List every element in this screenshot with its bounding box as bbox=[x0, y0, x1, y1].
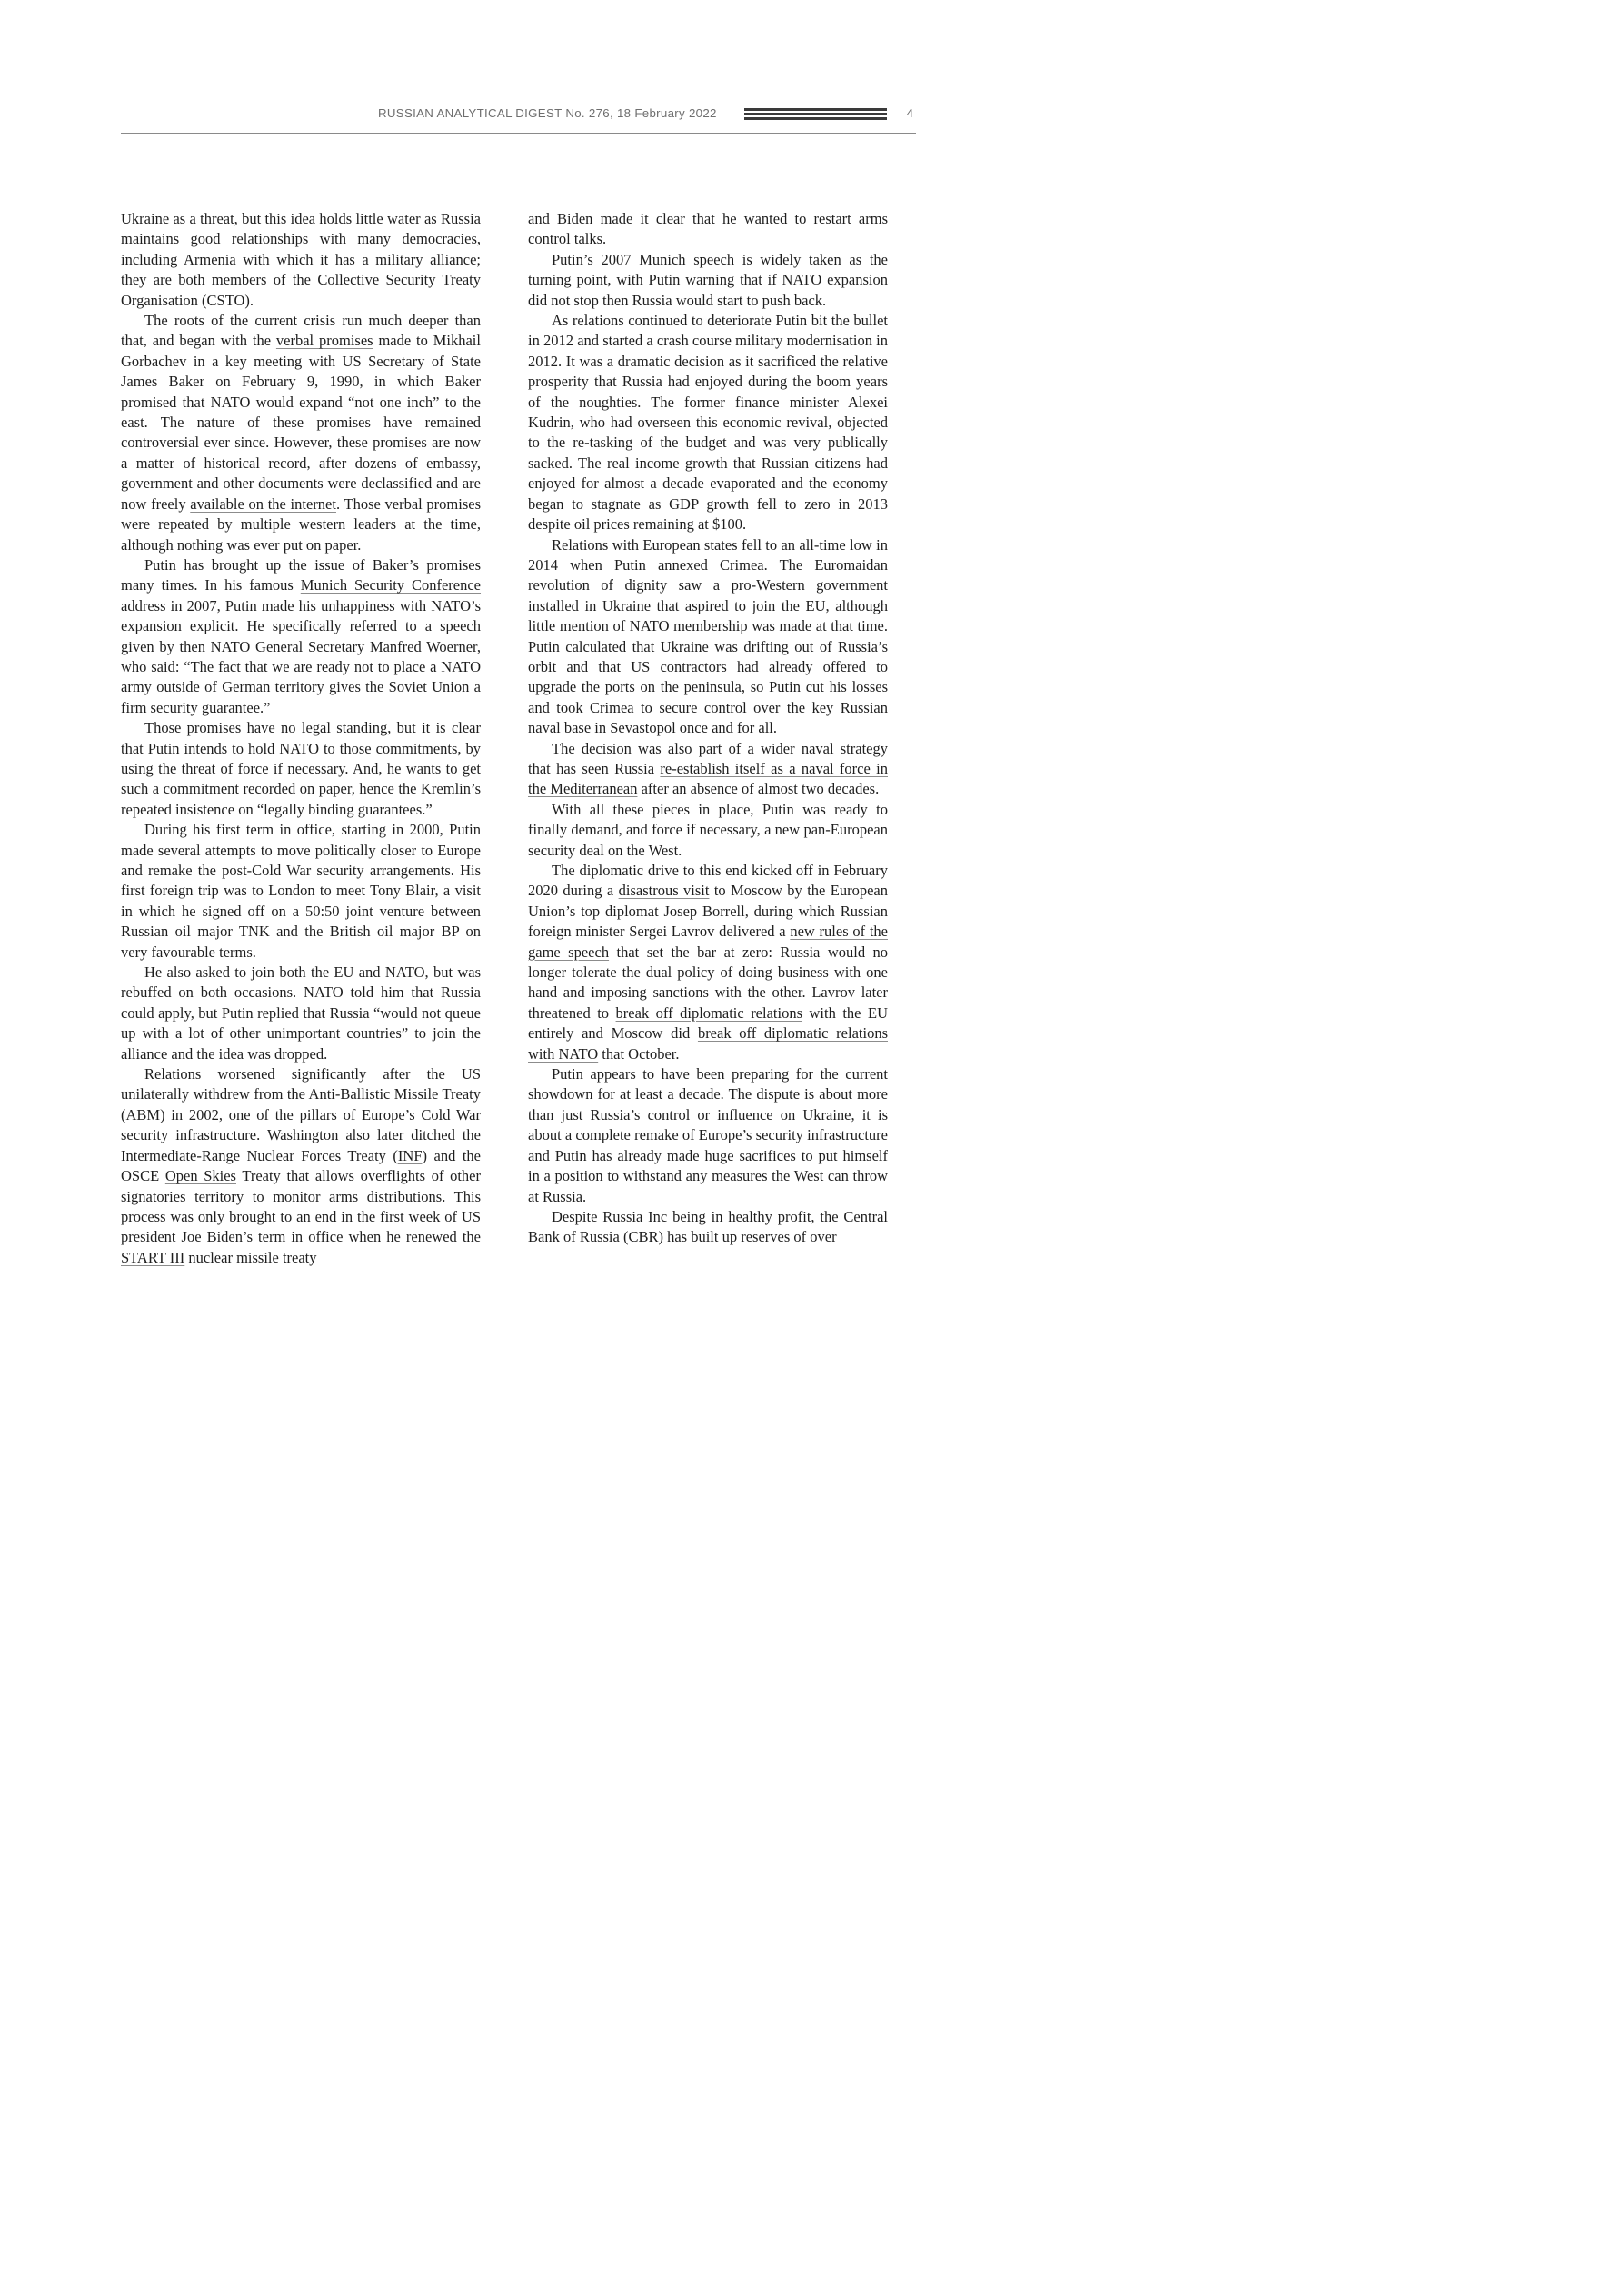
paragraph-text: and Biden made it clear that he wanted to restart arms control talks. bbox=[528, 210, 888, 248]
paragraph-text: ) in 2002, one of the pillars of Europe’s Cold War security infrastructure. Washington also later ditched the Intermediate-Range Nuclear Forces Treaty ( bbox=[121, 1105, 481, 1164]
body-paragraph bbox=[121, 1064, 481, 1268]
paragraph-text: As relations continued to deteriorate Putin bit the bullet in 2012 and started a crash course military modernisation in 2012. It was a dramatic decision as it sacrificed the relative prosperity that Russia had enjoyed during the boom years of the noughties. The former finance minister Alexei Kudrin, who had overseen this economic revival, objected to the re-tasking of the budget and was very publically sacked. The real income growth that Russian citizens had enjoyed for almost a decade evaporated and the economy began to stagnate as GDP growth fell to zero in 2013 despite oil prices remaining at $100. bbox=[528, 312, 888, 534]
body-paragraph bbox=[121, 555, 481, 718]
paragraph-text: Relations worsened significantly after the US unilaterally withdrew from the Anti-Ballistic Missile Treaty ( bbox=[121, 1065, 481, 1123]
body-paragraph bbox=[528, 1064, 888, 1207]
inline-hyperlink[interactable]: re-establish itself as a naval force in the Mediterranean bbox=[528, 759, 888, 798]
paragraph-text: made to Mikhail Gorbachev in a key meeting with US Secretary of State James Baker on February 9, 1990, in which Baker promised that NATO would expand “not one inch” to the east. The nature of these promises have remained controversial ever since. However, these promises are now a matter of historical record, after dozens of embassy, government and other documents were declassified and are now freely bbox=[121, 332, 481, 513]
publication-title: RUSSIAN ANALYTICAL DIGEST No. 276, 18 February 2022 bbox=[378, 106, 717, 120]
paragraph-text: Putin appears to have been preparing for the current showdown for at least a decade. The dispute is about more than just Russia’s control or influence on Ukraine, it is about a complete remake of Europe’s security infrastructure and Putin has already made huge sacrifices to put himself in a position to withstand any measures the West can throw at Russia. bbox=[528, 1065, 888, 1205]
paragraph-text: The decision was also part of a wider naval strategy that has seen Russia bbox=[528, 739, 888, 777]
paragraph-text: to Moscow by the European Union’s top diplomat Josep Borrell, during which Russian foreign minister Sergei Lavrov delivered a bbox=[528, 882, 888, 941]
body-paragraph bbox=[528, 311, 888, 534]
body-paragraph bbox=[528, 209, 888, 250]
body-paragraph bbox=[528, 800, 888, 861]
paragraph-text: Those promises have no legal standing, but it is clear that Putin intends to hold NATO to those commitments, by using the threat of force if necessary. And, he wants to get such a commitment recorded on paper, hence the Kremlin’s repeated insistence on “legally binding guarantees.” bbox=[121, 719, 481, 818]
body-paragraph bbox=[121, 209, 481, 311]
paragraph-text: after an absence of almost two decades. bbox=[637, 780, 880, 798]
body-paragraph bbox=[528, 535, 888, 739]
paragraph-text: Putin has brought up the issue of Baker’s promises many times. In his famous bbox=[121, 555, 481, 594]
paragraph-text: Putin’s 2007 Munich speech is widely taken as the turning point, with Putin warning that if NATO expansion did not stop then Russia would start to push back. bbox=[528, 250, 888, 309]
header-decorative-bars bbox=[744, 108, 887, 122]
header-bar bbox=[744, 113, 887, 115]
inline-hyperlink[interactable]: Open Skies bbox=[164, 1167, 236, 1185]
inline-hyperlink[interactable]: INF bbox=[397, 1146, 423, 1164]
inline-hyperlink[interactable]: START III bbox=[121, 1248, 185, 1266]
body-paragraph bbox=[121, 963, 481, 1064]
paragraph-text: Relations with European states fell to an all-time low in 2014 when Putin annexed Crimea. The Euromaidan revolution of dignity saw a pro-Western government installed in Ukraine that aspired to join the EU, although little mention of NATO membership was made at that time. Putin calculated that Ukraine was drifting out of Russia’s orbit and that US contractors had already offered to upgrade the ports on the peninsula, so Putin cut his losses and took Crimea to secure control over the key Russian naval base in Sevastopol once and for all. bbox=[528, 535, 888, 737]
inline-hyperlink[interactable]: disastrous visit bbox=[618, 882, 710, 900]
paragraph-text: that set the bar at zero: Russia would no longer tolerate the dual policy of doing business with one hand and imposing sanctions with the other. Lavrov later threatened to bbox=[528, 943, 889, 1022]
paragraph-text: Treaty that allows overflights of other signatories territory to monitor arms distributions. This process was only brought to an end in the first week of US president Joe Biden’s term in office when he renewed the bbox=[121, 1167, 481, 1246]
paragraph-text: nuclear missile treaty bbox=[184, 1248, 317, 1266]
inline-hyperlink[interactable]: new rules of the game speech bbox=[528, 923, 888, 961]
paragraph-text: During his first term in office, starting in 2000, Putin made several attempts to move politically closer to Europe and remake the post-Cold War security arrangements. His first foreign trip was to London to meet Tony Blair, a visit in which he signed off on a 50:50 joint venture between Russian oil major TNK and the British oil major BP on very favourable terms. bbox=[121, 821, 481, 961]
right-text-column bbox=[528, 209, 888, 1248]
paragraph-text: Ukraine as a threat, but this idea holds little water as Russia maintains good relationships with many democracies, including Armenia with which it has a military alliance; they are both members of the Collective Security Treaty Organisation (CSTO). bbox=[121, 210, 481, 309]
paragraph-text: with the EU entirely and Moscow did bbox=[528, 1003, 888, 1043]
inline-hyperlink[interactable]: available on the internet bbox=[190, 494, 336, 513]
paragraph-text: address in 2007, Putin made his unhappiness with NATO’s expansion explicit. He specifically referred to a speech given by then NATO General Secretary Manfred Woerner, who said: “The fact that we are ready not to place a NATO army outside of German territory gives the Soviet Union a firm security guarantee.” bbox=[121, 596, 481, 716]
body-paragraph bbox=[528, 1207, 888, 1248]
left-text-column bbox=[121, 209, 481, 1268]
paragraph-text: He also asked to join both the EU and NATO, but was rebuffed on both occasions. NATO told him that Russia could apply, but Putin replied that Russia “would not queue up with a lot of other unimportant countries” to join the alliance and the idea was dropped. bbox=[121, 963, 481, 1063]
paragraph-text: Despite Russia Inc being in healthy profit, the Central Bank of Russia (CBR) has built up reserves of over bbox=[528, 1207, 888, 1246]
paragraph-text: . Those verbal promises were repeated by multiple western leaders at the time, although nothing was ever put on paper. bbox=[121, 494, 481, 554]
paragraph-text: ) and the OSCE bbox=[121, 1146, 481, 1185]
header-bar bbox=[744, 117, 887, 120]
body-paragraph bbox=[528, 739, 888, 800]
inline-hyperlink[interactable]: verbal promises bbox=[275, 332, 373, 350]
body-paragraph bbox=[121, 820, 481, 963]
header-bar bbox=[744, 108, 887, 111]
paragraph-text: that October. bbox=[598, 1044, 680, 1063]
inline-hyperlink[interactable]: ABM bbox=[125, 1105, 161, 1123]
body-paragraph bbox=[121, 718, 481, 820]
inline-hyperlink[interactable]: break off diplomatic relations with NATO bbox=[528, 1024, 888, 1063]
running-header bbox=[121, 104, 916, 134]
paragraph-text: The roots of the current crisis run much deeper than that, and began with the bbox=[121, 312, 481, 350]
inline-hyperlink[interactable]: Munich Security Conference bbox=[300, 576, 482, 594]
body-paragraph bbox=[528, 250, 888, 311]
body-paragraph bbox=[121, 311, 481, 555]
inline-hyperlink[interactable]: break off diplomatic relations bbox=[615, 1003, 803, 1022]
body-paragraph bbox=[528, 861, 888, 1064]
paragraph-text: With all these pieces in place, Putin was ready to finally demand, and force if necessary, a new pan-European security deal on the West. bbox=[528, 800, 888, 859]
paragraph-text: The diplomatic drive to this end kicked off in February 2020 during a bbox=[528, 862, 888, 900]
page-number: 4 bbox=[906, 106, 913, 120]
